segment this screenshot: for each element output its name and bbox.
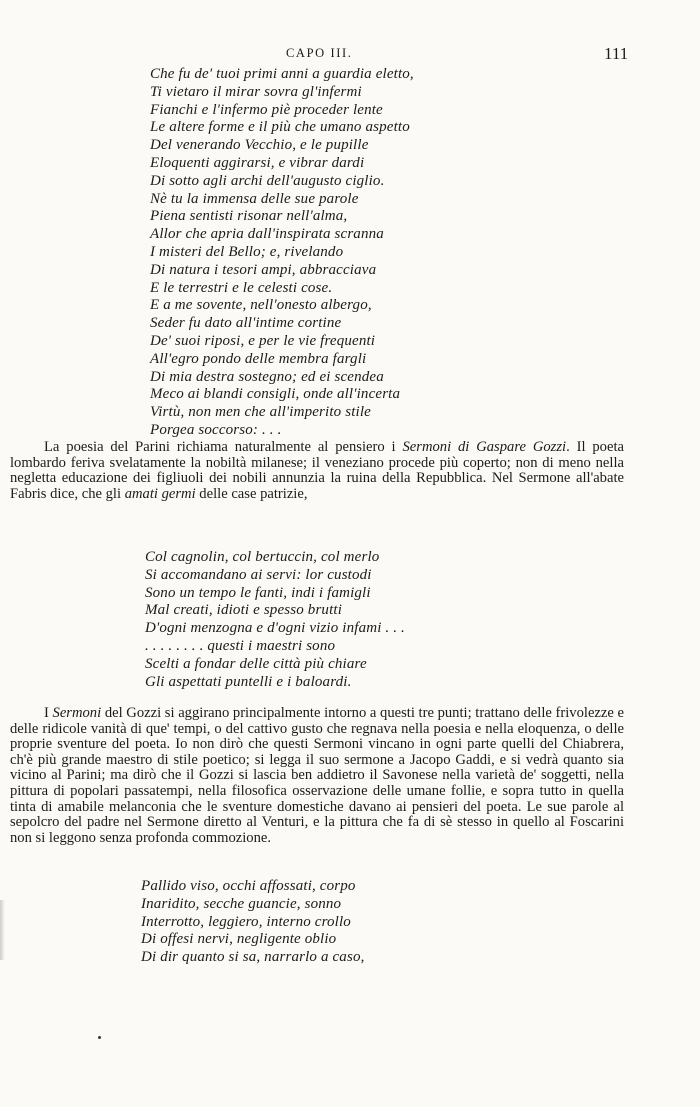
verse-line: Di offesi nervi, negligente oblio	[141, 931, 337, 948]
italic-text: amati germi	[124, 485, 196, 502]
text-run: del Gozzi si aggirano principalmente intorno a questi tre punti; trattano delle frivolezze e delle ridicole vanità di que' tempi, o del cattivo gusto che regnava nella poesia e nella eloquenza, o delle proprie sventure del poeta. Io non dirò che questi Sermoni vincano in ogni parte quelli del Chiabrera, ch'è più grande maestro di stile poetico; si legga il suo sermone a Jacopo Gaddi, e si vedrà quanto sia vicino al Parini; ma dirò che il Gozzi si lascia ben addietro il Savonese nella varietà de' soggetti, nella pittura di popolari passatempi, nella filosofica osservazione delle umane follie, e sopra tutto in quella tinta di amabile melanconia che le sventure domestiche davano ai pensieri del poeta. Le sue parole al sepolcro del padre nel Sermone diretto al Venturi, e la pittura che fa di sè stesso in quello al Foscarini non si leggono senza profonda commozione.	[10, 705, 624, 846]
verse-line: Eloquenti aggirarsi, e vibrar dardi	[150, 154, 365, 171]
verse-line: Virtù, non men che all'imperito stile	[150, 404, 371, 421]
verse-line: Le altere forme e il più che umano aspetto	[150, 119, 410, 136]
page-header	[0, 44, 700, 68]
ink-speck	[98, 1036, 101, 1039]
paragraph-2	[10, 706, 624, 846]
verse-line: Di natura i tesori ampi, abbracciava	[150, 261, 377, 278]
verse-line: Ti vietaro il mirar sovra gl'infermi	[150, 83, 362, 100]
page-edge-shadow	[0, 900, 5, 960]
paragraph-1	[10, 440, 624, 502]
verse-line: Sono un tempo le fanti, indi i famigli	[145, 584, 371, 601]
verse-line: Si accomandano ai servi: lor custodi	[145, 566, 372, 583]
verse-line: I misteri del Bello; e, rivelando	[150, 243, 344, 260]
verse-block-1	[150, 66, 414, 440]
verse-line: Fianchi e l'infermo piè proceder lente	[150, 101, 383, 118]
text-run: delle case patrizie,	[195, 485, 308, 502]
verse-line: Di dir quanto si sa, narrarlo a caso,	[141, 949, 365, 966]
verse-line: Del venerando Vecchio, e le pupille	[150, 137, 369, 154]
verse-line: E a me sovente, nell'onesto albergo,	[150, 297, 372, 314]
verse-line: Gli aspettati puntelli e i baloardi.	[145, 673, 352, 690]
verse-block-3	[141, 878, 365, 967]
verse-line: Meco ai blandi consigli, onde all'incerta	[150, 386, 401, 403]
page-number: 111	[604, 44, 629, 63]
verse-line: E le terrestri e le celesti cose.	[150, 279, 333, 296]
verse-line: Scelti a fondar delle città più chiare	[145, 655, 367, 672]
verse-line: Che fu de' tuoi primi anni a guardia eletto,	[150, 66, 414, 82]
verse-line: D'ogni menzogna e d'ogni vizio infami . . .	[145, 620, 405, 637]
text-run: La poesia del Parini richiama naturalmente al pensiero i	[44, 439, 403, 455]
verse-line: Inaridito, secche guancie, sonno	[141, 895, 342, 912]
verse-line: Piena sentisti risonar nell'alma,	[150, 208, 348, 225]
verse-line: Nè tu la immensa delle sue parole	[150, 190, 359, 207]
verse-line: Col cagnolin, col bertuccin, col merlo	[145, 549, 380, 565]
verse-block-2	[145, 549, 405, 691]
verse-line: Interrotto, leggiero, interno crollo	[141, 913, 351, 930]
text-run: . Il poeta lombardo feriva svelatamente la nobiltà milanese; il veneziano procede più coperto; non di meno nella negletta educazione dei figliuoli dei nobili annunzia la ruina della Repubblica. Nel Sermone all'abate Fabris dice, che gli	[10, 439, 624, 502]
verse-line: Di mia destra sostegno; ed ei scendea	[150, 368, 384, 385]
verse-line: Allor che apria dall'inspirata scranna	[150, 226, 384, 243]
verse-line: . . . . . . . . questi i maestri sono	[145, 637, 336, 654]
verse-line: Di sotto agli archi dell'augusto ciglio.	[150, 172, 385, 189]
verse-line: Porgea soccorso: . . .	[150, 421, 282, 438]
italic-text: Sermoni	[52, 705, 102, 721]
verse-line: All'egro pondo delle membra fargli	[150, 350, 367, 367]
text-run: I	[44, 705, 53, 721]
running-title: CAPO III.	[286, 46, 353, 60]
verse-line: De' suoi riposi, e per le vie frequenti	[150, 332, 376, 349]
verse-line: Pallido viso, occhi affossati, corpo	[141, 878, 356, 894]
italic-text: Sermoni di Gaspare Gozzi	[402, 439, 567, 455]
verse-line: Seder fu dato all'intime cortine	[150, 315, 342, 332]
verse-line: Mal creati, idioti e spesso brutti	[145, 602, 343, 619]
